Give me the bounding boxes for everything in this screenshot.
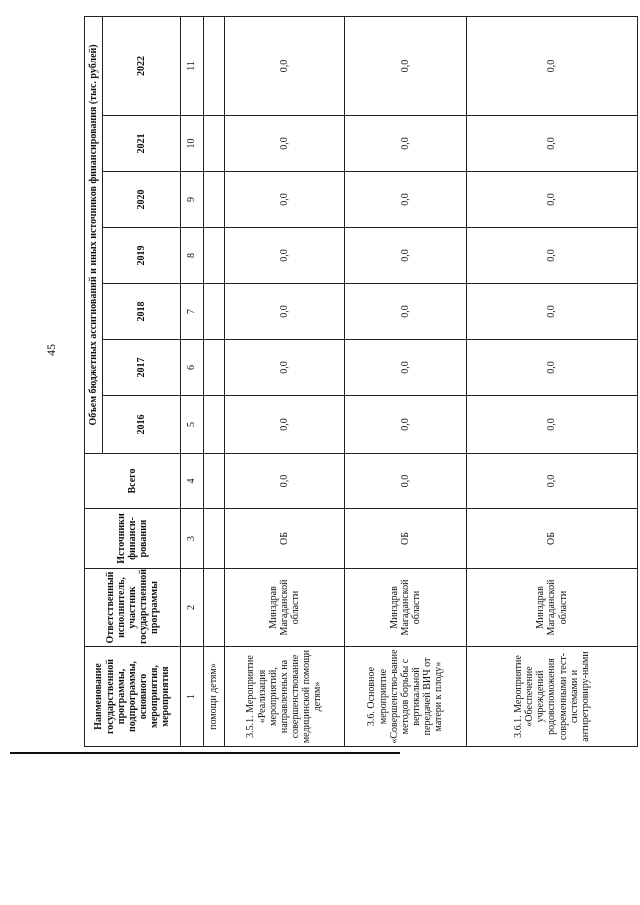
row-value: 0,0 (345, 172, 467, 228)
budget-table (84, 16, 638, 747)
header-source: Источники финанси-рования (85, 509, 181, 569)
page-number: 45 (44, 344, 58, 356)
row-executor: Минздрав Магаданской области (467, 569, 638, 647)
table-row (345, 16, 467, 746)
row-value: 0,0 (345, 16, 467, 115)
horizontal-rule (10, 752, 400, 754)
header-funding-group: Объем бюджетных ассигнований и иных источников финансирования (тыс. рублей) (85, 16, 103, 453)
header-total: Всего (85, 454, 181, 509)
column-number: 6 (181, 340, 204, 396)
row-value: 0,0 (345, 228, 467, 284)
header-year: 2016 (103, 396, 181, 454)
row-name: 3.6. Основное мероприятие «Совершенство-вание методов борьбы с вертикальной передачей ВИЧ от матери к плоду» (345, 647, 467, 747)
row-value: 0,0 (467, 396, 638, 454)
row-executor: Минздрав Магаданской области (225, 569, 345, 647)
row-value: 0,0 (345, 396, 467, 454)
row-value: 0,0 (467, 228, 638, 284)
header-name: Наименование государственной программы, подпрограммы, основного мероприятия, мероприятия (85, 647, 181, 747)
column-number: 4 (181, 454, 204, 509)
table-row (225, 16, 345, 746)
header-year: 2018 (103, 284, 181, 340)
row-value: 0,0 (467, 16, 638, 115)
header-year: 2017 (103, 340, 181, 396)
row-name: 3.6.1. Мероприятие «Обеспечение учреждений родовспоможения современными тест-системами и антиретровиру-ными (467, 647, 638, 747)
header-year: 2019 (103, 228, 181, 284)
header-year: 2020 (103, 172, 181, 228)
row-value: 0,0 (225, 340, 345, 396)
row-value: 0,0 (225, 116, 345, 172)
column-number: 1 (181, 647, 204, 747)
row-value: 0,0 (225, 396, 345, 454)
row-source: ОБ (467, 509, 638, 569)
table-row (467, 16, 638, 746)
row-total: 0,0 (467, 454, 638, 509)
column-number: 11 (181, 16, 204, 115)
row-total: 0,0 (345, 454, 467, 509)
row-value: 0,0 (345, 284, 467, 340)
header-row-group (85, 16, 103, 746)
header-executor: Ответственный исполнитель, участник государственной программы (85, 569, 181, 647)
rotated-table-container (84, 17, 638, 747)
column-number: 7 (181, 284, 204, 340)
continuation-row (204, 16, 225, 746)
continuation-text: помощи детям» (204, 647, 225, 747)
column-number: 3 (181, 509, 204, 569)
row-value: 0,0 (467, 172, 638, 228)
header-year: 2022 (103, 16, 181, 115)
row-value: 0,0 (467, 284, 638, 340)
column-number-row (181, 16, 204, 746)
column-number: 2 (181, 569, 204, 647)
row-value: 0,0 (345, 340, 467, 396)
row-source: ОБ (225, 509, 345, 569)
row-name: 3.5.1. Мероприятие «Реализация мероприятий, направленных на совершенствование медицинской помощи детям» (225, 647, 345, 747)
row-value: 0,0 (467, 340, 638, 396)
row-executor: Минздрав Магаданской области (345, 569, 467, 647)
column-number: 8 (181, 228, 204, 284)
column-number: 9 (181, 172, 204, 228)
row-value: 0,0 (345, 116, 467, 172)
header-year: 2021 (103, 116, 181, 172)
column-number: 10 (181, 116, 204, 172)
row-total: 0,0 (225, 454, 345, 509)
row-source: ОБ (345, 509, 467, 569)
row-value: 0,0 (467, 116, 638, 172)
row-value: 0,0 (225, 172, 345, 228)
row-value: 0,0 (225, 284, 345, 340)
row-value: 0,0 (225, 16, 345, 115)
row-value: 0,0 (225, 228, 345, 284)
column-number: 5 (181, 396, 204, 454)
